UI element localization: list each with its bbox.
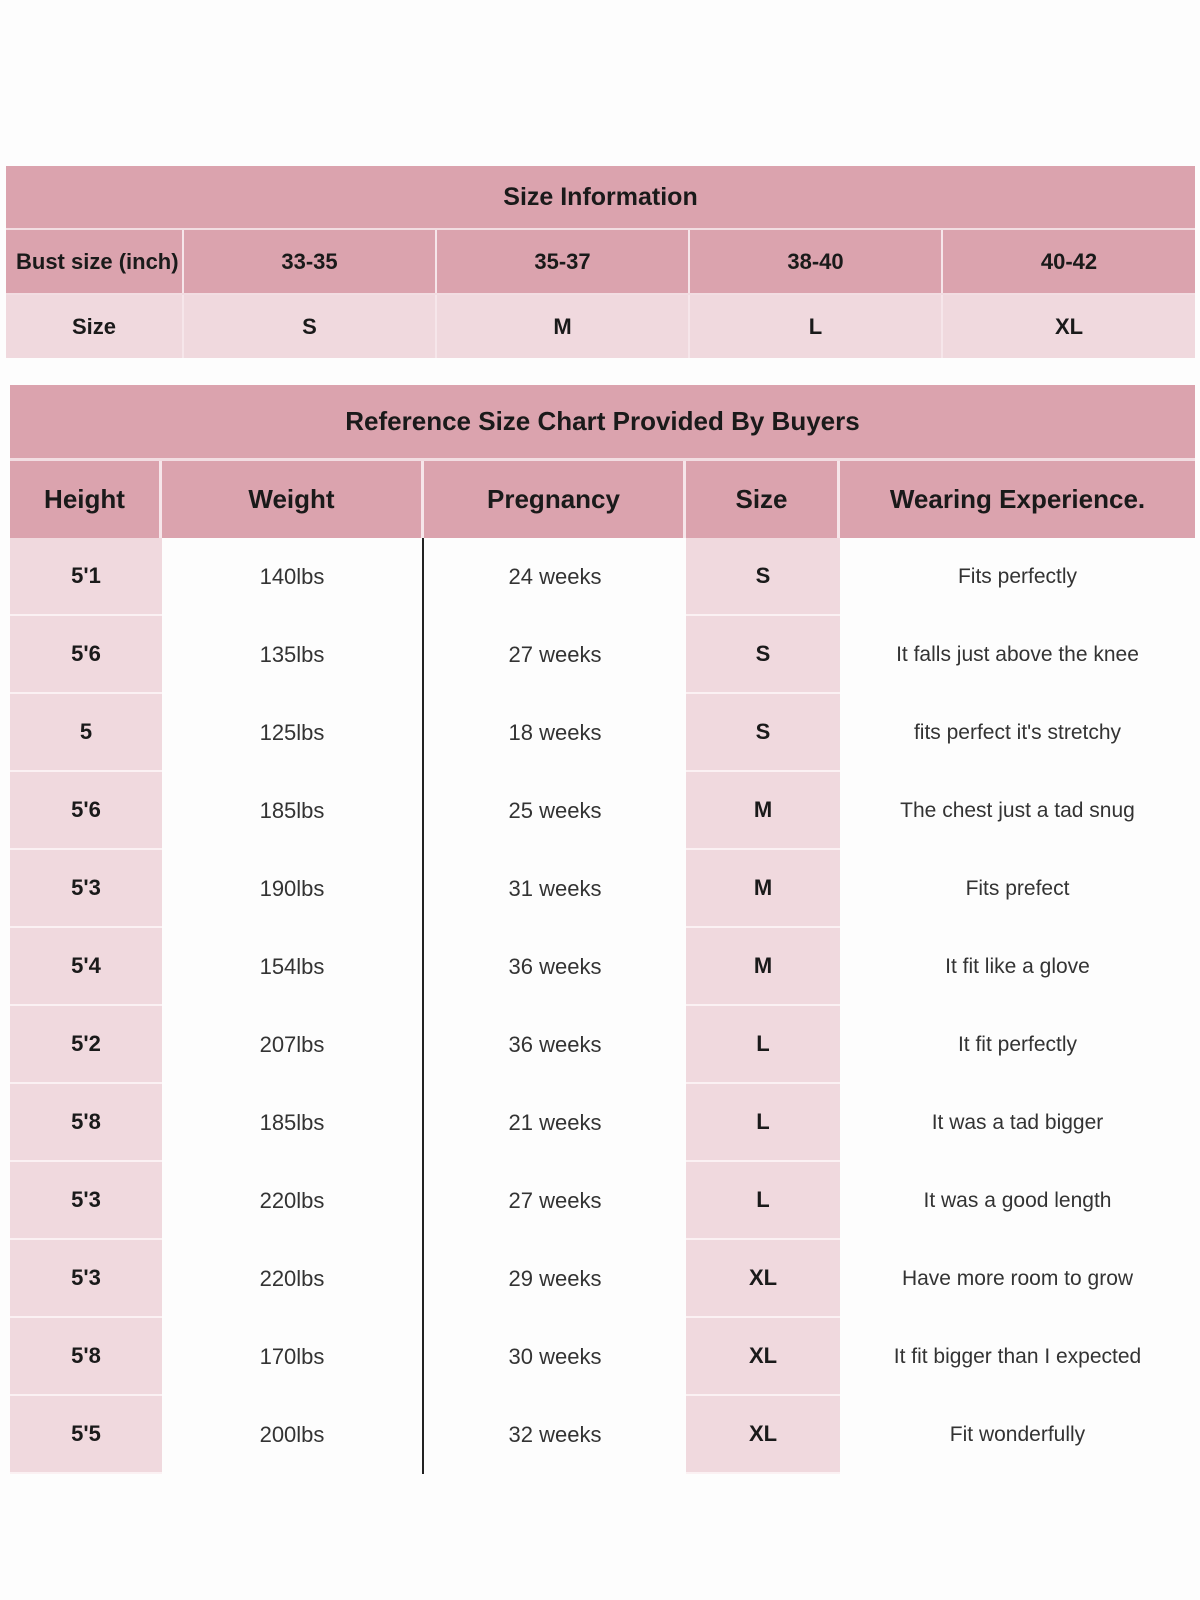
table-row [10,694,1195,772]
height-cell: 5'6 [10,772,162,850]
size-information-title: Size Information [6,166,1195,230]
size-cell: L [686,1084,840,1162]
size-information-table [6,166,1195,358]
reference-chart-title: Reference Size Chart Provided By Buyers [10,385,1195,461]
height-cell: 5'8 [10,1318,162,1396]
size-value: S [184,295,437,358]
weight-cell: 154lbs [162,928,424,1006]
height-cell: 5'3 [10,1162,162,1240]
wearing-experience-cell: It fit like a glove [840,928,1195,1006]
weight-cell: 190lbs [162,850,424,928]
size-value: XL [1054,313,1084,339]
size-cell: M [686,850,840,928]
pregnancy-cell: 31 weeks [424,850,686,928]
wearing-experience-cell: Have more room to grow [840,1240,1195,1318]
size-cell: L [686,1006,840,1084]
bust-size-value: 40-42 [1040,248,1098,274]
size-cell: S [686,538,840,616]
header-pregnancy: Pregnancy [424,461,686,538]
weight-cell: 185lbs [162,1084,424,1162]
weight-cell: 140lbs [162,538,424,616]
weight-cell: 125lbs [162,694,424,772]
pregnancy-cell: 21 weeks [424,1084,686,1162]
height-cell: 5'5 [10,1396,162,1474]
wearing-experience-cell: It fit bigger than I expected [840,1318,1195,1396]
pregnancy-cell: 29 weeks [424,1240,686,1318]
wearing-experience-cell: Fit wonderfully [840,1396,1195,1474]
header-height: Height [10,461,162,538]
weight-cell: 170lbs [162,1318,424,1396]
size-value: M [437,295,690,358]
table-row [10,616,1195,694]
weight-cell: 135lbs [162,616,424,694]
table-row [10,772,1195,850]
bust-size-label: Bust size (inch) [6,230,184,293]
table-row [10,1240,1195,1318]
table-row [10,850,1195,928]
height-cell: 5'3 [10,850,162,928]
weight-cell: 185lbs [162,772,424,850]
table-row [10,1396,1195,1474]
weight-cell: 220lbs [162,1162,424,1240]
table-row [10,1162,1195,1240]
reference-size-chart [10,385,1195,1474]
pregnancy-cell: 30 weeks [424,1318,686,1396]
size-row [6,295,1195,358]
height-cell: 5'2 [10,1006,162,1084]
weight-cell: 207lbs [162,1006,424,1084]
size-cell: XL [686,1318,840,1396]
table-row [10,538,1195,616]
wearing-experience-cell: Fits prefect [840,850,1195,928]
bust-size-value: 35-37 [437,230,690,293]
weight-cell: 220lbs [162,1240,424,1318]
pregnancy-cell: 32 weeks [424,1396,686,1474]
height-cell: 5'4 [10,928,162,1006]
bust-size-row [6,230,1195,295]
size-cell: XL [686,1240,840,1318]
weight-cell: 200lbs [162,1396,424,1474]
pregnancy-cell: 24 weeks [424,538,686,616]
table-row [10,1318,1195,1396]
size-cell: S [686,616,840,694]
wearing-experience-cell: It fit perfectly [840,1006,1195,1084]
pregnancy-cell: 36 weeks [424,928,686,1006]
reference-table-body [10,538,1195,1474]
wearing-experience-cell: It was a tad bigger [840,1084,1195,1162]
header-wearing-experience: Wearing Experience. [889,484,1146,514]
size-cell: M [686,928,840,1006]
table-row [10,1084,1195,1162]
bust-size-value: 38-40 [690,230,943,293]
pregnancy-cell: 27 weeks [424,616,686,694]
pregnancy-cell: 18 weeks [424,694,686,772]
height-cell: 5'8 [10,1084,162,1162]
height-cell: 5'3 [10,1240,162,1318]
height-cell: 5'6 [10,616,162,694]
reference-header-row [10,461,1195,538]
wearing-experience-cell: It falls just above the knee [840,616,1195,694]
size-cell: L [686,1162,840,1240]
table-row [10,928,1195,1006]
pregnancy-cell: 27 weeks [424,1162,686,1240]
pregnancy-cell: 25 weeks [424,772,686,850]
pregnancy-cell: 36 weeks [424,1006,686,1084]
table-row [10,1006,1195,1084]
wearing-experience-cell: Fits perfectly [840,538,1195,616]
size-cell: M [686,772,840,850]
size-label: Size [6,295,184,358]
wearing-experience-cell: The chest just a tad snug [840,772,1195,850]
height-cell: 5'1 [10,538,162,616]
wearing-experience-cell: It was a good length [840,1162,1195,1240]
header-weight: Weight [162,461,424,538]
bust-size-value: 33-35 [184,230,437,293]
size-cell: S [686,694,840,772]
size-cell: XL [686,1396,840,1474]
wearing-experience-cell: fits perfect it's stretchy [840,694,1195,772]
header-size: Size [686,461,840,538]
size-value: L [690,295,943,358]
height-cell: 5 [10,694,162,772]
